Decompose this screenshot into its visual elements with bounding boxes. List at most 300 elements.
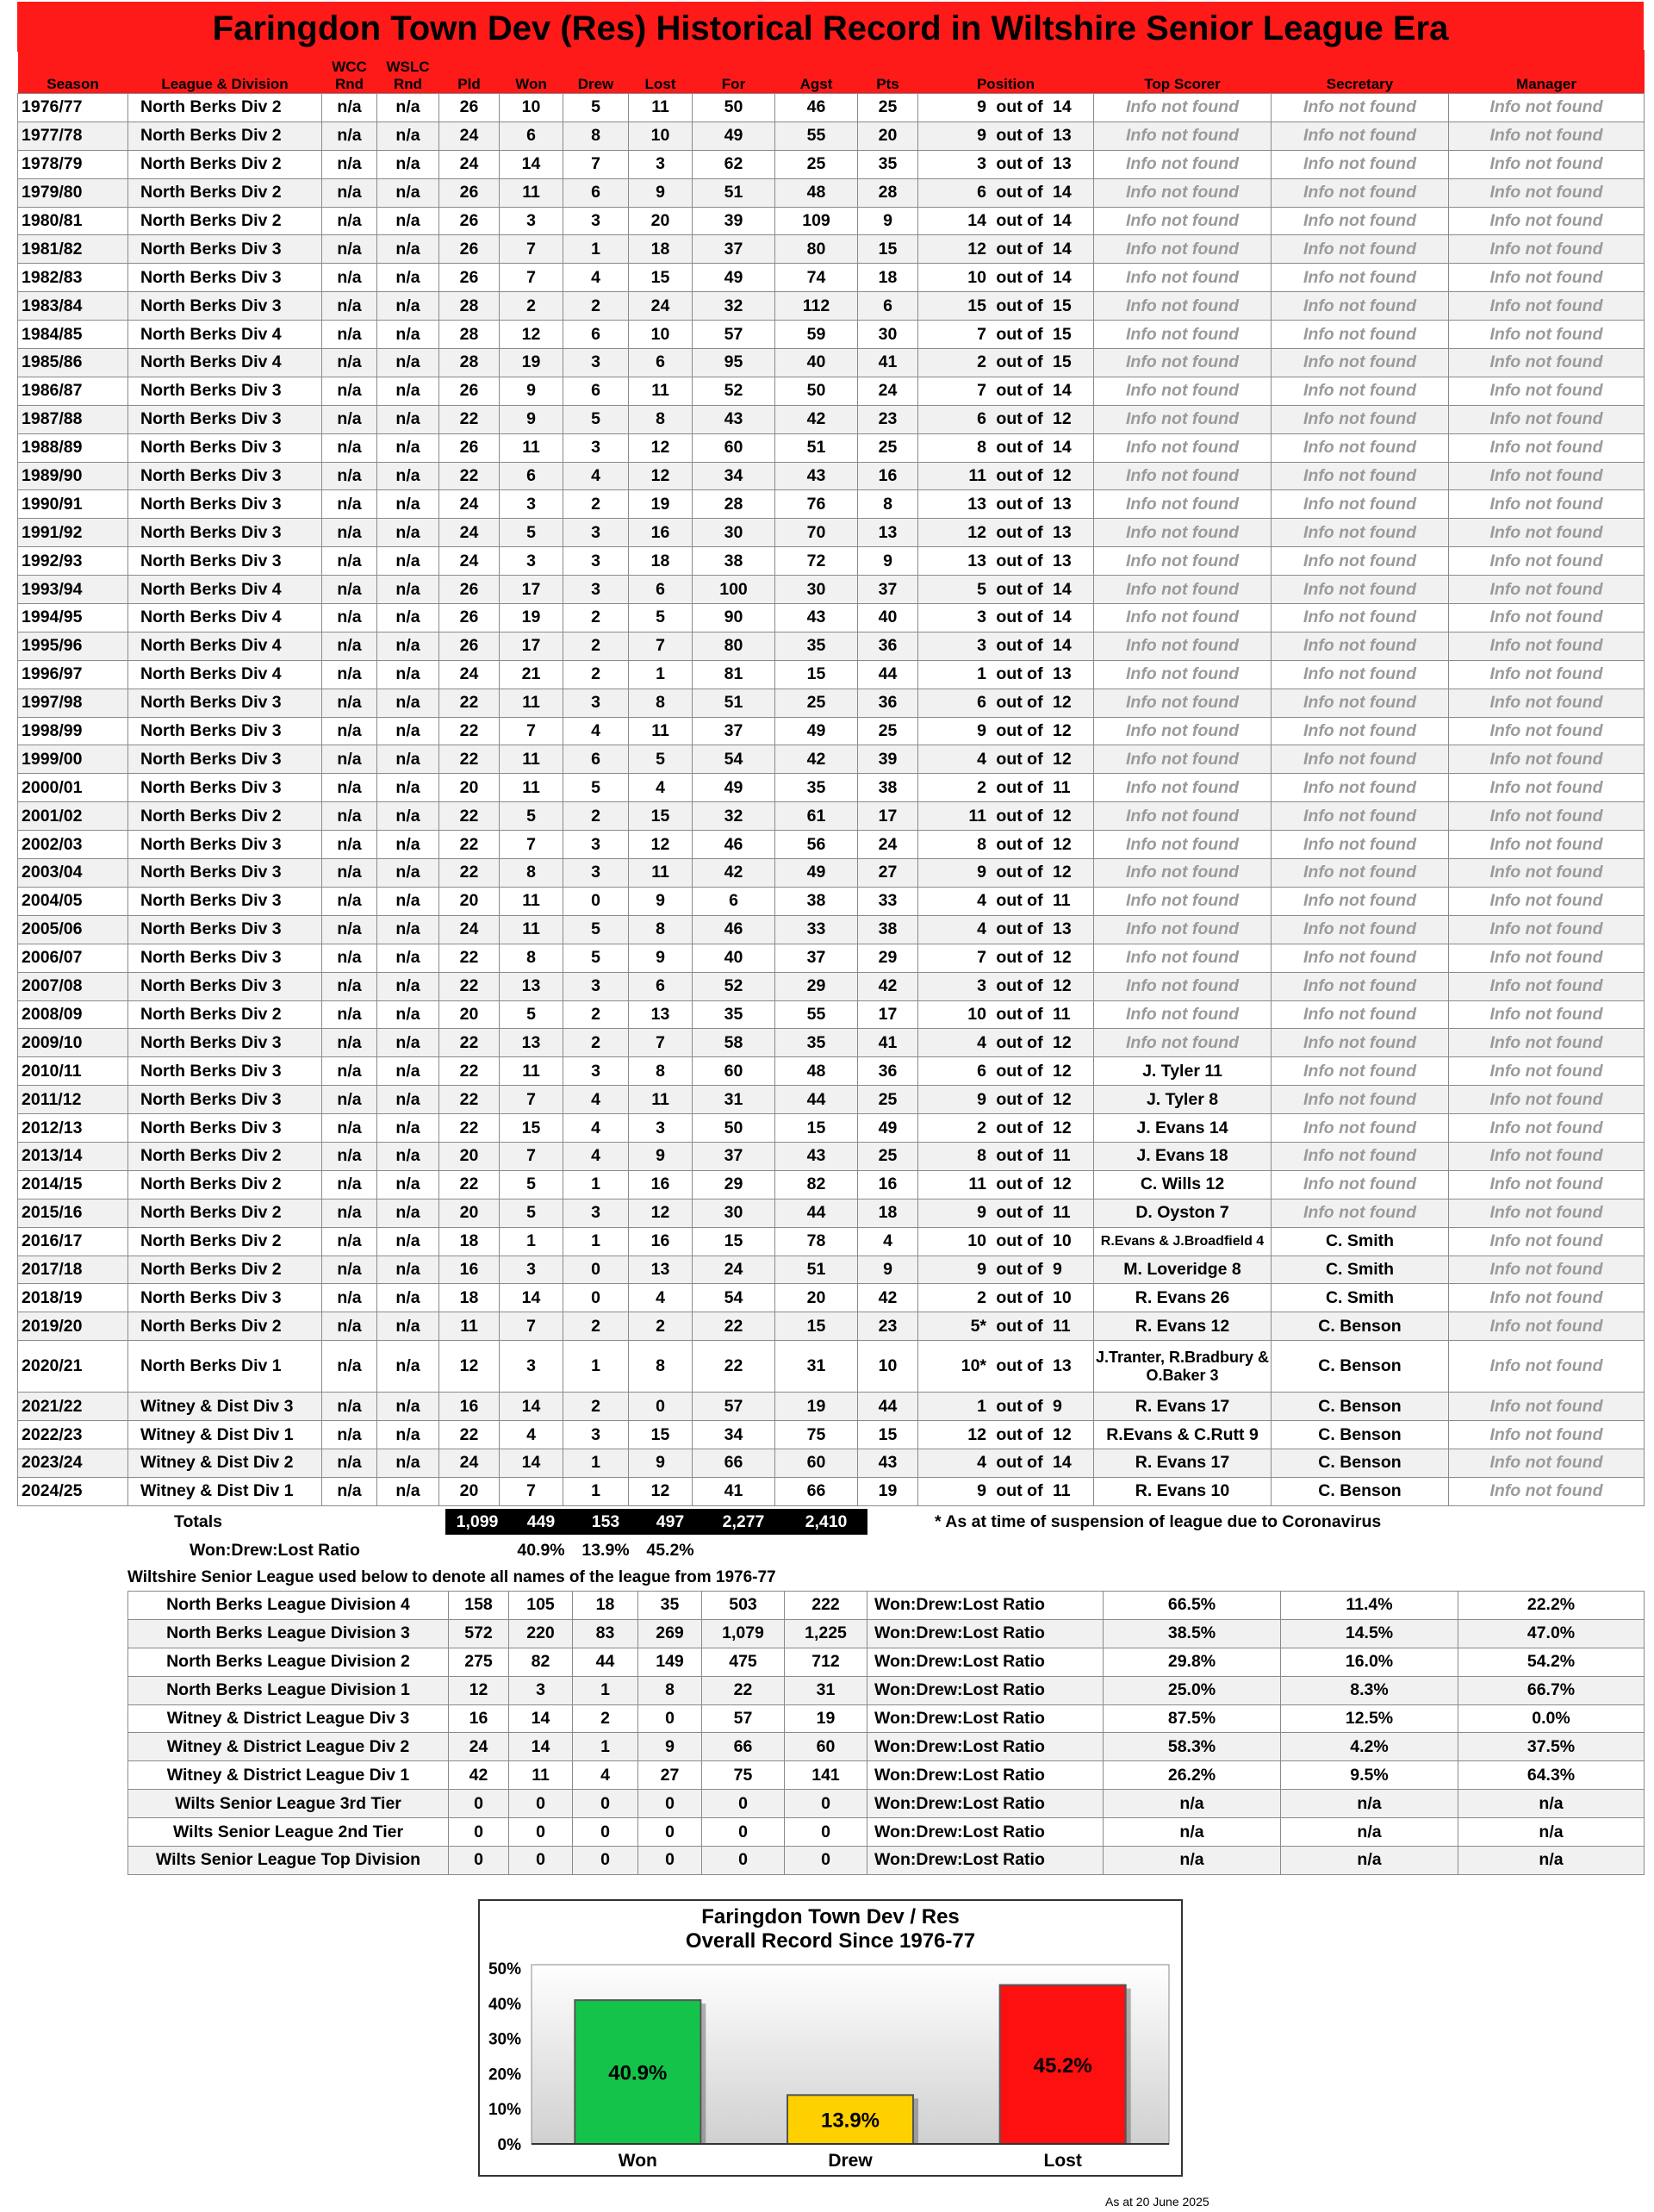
wslc-round-cell: n/a (377, 1393, 439, 1421)
league-cell: North Berks Div 3 (128, 519, 322, 547)
against-cell: 15 (775, 1114, 858, 1143)
secretary-cell: Info not found (1272, 490, 1449, 519)
won-cell: 11 (500, 915, 563, 944)
lost-cell: 15 (629, 1421, 693, 1449)
won-cell: 5 (500, 1170, 563, 1199)
top-scorer-cell: Info not found (1094, 576, 1272, 604)
season-cell: 2024/25 (18, 1477, 128, 1505)
position-cell (918, 377, 1094, 405)
wcc-round-cell: n/a (322, 1114, 377, 1143)
drew-cell: 3 (563, 547, 629, 576)
wcc-round-cell: n/a (322, 774, 377, 802)
position-word: out of (996, 352, 1043, 372)
league-cell: North Berks Div 2 (128, 1170, 322, 1199)
drew-cell: 4 (563, 1142, 629, 1170)
won-pct-cell: n/a (1104, 1790, 1281, 1818)
position-cell (918, 433, 1094, 462)
played-cell: 24 (439, 660, 500, 689)
season-cell: 2006/07 (18, 944, 128, 972)
division-name-cell: Wilts Senior League 3rd Tier (128, 1790, 449, 1818)
position-value: 6 (977, 409, 986, 429)
position-cell (918, 660, 1094, 689)
against-cell: 51 (775, 1256, 858, 1284)
wslc-round-cell: n/a (377, 547, 439, 576)
lost-cell: 0 (638, 1847, 702, 1875)
points-cell: 44 (858, 660, 918, 689)
league-cell: North Berks Div 2 (128, 150, 322, 178)
won-pct-cell: 29.8% (1104, 1648, 1281, 1676)
season-row (18, 632, 1645, 660)
column-header: Top Scorer (1094, 50, 1272, 94)
position-word: out of (996, 919, 1043, 939)
lost-cell: 10 (629, 122, 693, 150)
season-row (18, 235, 1645, 264)
for-cell: 58 (693, 1029, 775, 1057)
season-row (18, 1086, 1645, 1114)
against-cell: 35 (775, 1029, 858, 1057)
points-cell: 15 (858, 1421, 918, 1449)
position-cell (918, 1227, 1094, 1256)
season-row (18, 264, 1645, 292)
points-cell: 28 (858, 178, 918, 207)
lost-cell: 11 (629, 859, 693, 888)
wslc-round-cell: n/a (377, 264, 439, 292)
manager-cell: Info not found (1449, 774, 1645, 802)
top-scorer-cell: Info not found (1094, 972, 1272, 1000)
league-cell: North Berks Div 4 (128, 660, 322, 689)
totals-lost: 497 (638, 1509, 702, 1535)
position-of-value: 13 (1052, 919, 1072, 939)
wcc-round-cell: n/a (322, 1000, 377, 1029)
wslc-round-cell: n/a (377, 1114, 439, 1143)
played-cell: 22 (439, 405, 500, 433)
wslc-round-cell: n/a (377, 660, 439, 689)
won-cell: 19 (500, 604, 563, 632)
for-cell: 95 (693, 349, 775, 377)
season-row (18, 859, 1645, 888)
season-row (18, 1341, 1645, 1393)
won-cell: 11 (500, 1057, 563, 1086)
season-cell: 1999/00 (18, 745, 128, 774)
position-of-value: 13 (1052, 664, 1072, 684)
position-word: out of (996, 551, 1043, 570)
league-cell: North Berks Div 3 (128, 1284, 322, 1312)
won-pct-cell: 66.5% (1104, 1592, 1281, 1620)
for-cell: 1,079 (702, 1619, 785, 1648)
played-cell: 20 (439, 887, 500, 915)
lost-cell: 7 (629, 632, 693, 660)
season-row (18, 972, 1645, 1000)
drew-cell: 4 (573, 1761, 638, 1790)
lost-cell: 9 (629, 944, 693, 972)
position-value: 10 (967, 1004, 986, 1024)
played-cell: 26 (439, 178, 500, 207)
season-row (18, 660, 1645, 689)
season-cell: 1996/97 (18, 660, 128, 689)
drew-cell: 0 (563, 1256, 629, 1284)
position-value: 9 (977, 863, 986, 882)
lost-cell: 18 (629, 547, 693, 576)
ratio-label-cell: Won:Drew:Lost Ratio (867, 1818, 1104, 1847)
league-cell: North Berks Div 4 (128, 321, 322, 349)
league-cell: North Berks Div 3 (128, 859, 322, 888)
season-row (18, 94, 1645, 122)
lost-cell: 11 (629, 1086, 693, 1114)
division-summary-row (128, 1733, 1645, 1761)
league-cell: North Berks Div 3 (128, 745, 322, 774)
top-scorer-cell: R.Evans & J.Broadfield 4 (1094, 1227, 1272, 1256)
division-name-cell: North Berks League Division 2 (128, 1648, 449, 1676)
season-cell: 2016/17 (18, 1227, 128, 1256)
wslc-round-cell: n/a (377, 1142, 439, 1170)
manager-cell: Info not found (1449, 831, 1645, 859)
won-cell: 105 (509, 1592, 573, 1620)
against-cell: 49 (775, 717, 858, 745)
for-cell: 37 (693, 1142, 775, 1170)
won-cell: 11 (500, 178, 563, 207)
secretary-cell: Info not found (1272, 802, 1449, 831)
as-at-date: As at 20 June 2025 (1105, 2195, 1209, 2209)
drew-pct-cell: 11.4% (1281, 1592, 1458, 1620)
season-cell: 1994/95 (18, 604, 128, 632)
wslc-round-cell: n/a (377, 1227, 439, 1256)
overall-record-chart-svg (480, 1901, 1181, 2175)
division-name-cell: Witney & District League Div 3 (128, 1704, 449, 1733)
wslc-round-cell: n/a (377, 745, 439, 774)
season-cell: 2000/01 (18, 774, 128, 802)
position-cell (918, 972, 1094, 1000)
position-value: 4 (977, 919, 986, 939)
position-word: out of (996, 1396, 1043, 1416)
position-of-value: 11 (1052, 1146, 1071, 1166)
manager-cell: Info not found (1449, 1393, 1645, 1421)
for-cell: 38 (693, 547, 775, 576)
wslc-round-cell: n/a (377, 1341, 439, 1393)
lost-cell: 0 (638, 1790, 702, 1818)
top-scorer-cell: Info not found (1094, 178, 1272, 207)
manager-cell: Info not found (1449, 1341, 1645, 1393)
points-cell: 9 (858, 207, 918, 235)
won-cell: 11 (500, 745, 563, 774)
position-of-value: 13 (1052, 522, 1072, 542)
wcc-round-cell: n/a (322, 1227, 377, 1256)
lost-cell: 5 (629, 745, 693, 774)
summary-note: Wiltshire Senior League used below to denote all names of the league from 1976-77 (127, 1568, 776, 1586)
position-word: out of (996, 1231, 1043, 1251)
season-row (18, 292, 1645, 321)
won-cell: 10 (500, 94, 563, 122)
y-tick-label: 50% (488, 1960, 521, 1978)
manager-cell: Info not found (1449, 689, 1645, 717)
y-tick-label: 40% (488, 1995, 521, 2014)
top-scorer-cell: M. Loveridge 8 (1094, 1256, 1272, 1284)
lost-cell: 12 (629, 1199, 693, 1227)
position-value: 4 (977, 1032, 986, 1052)
season-cell: 1978/79 (18, 150, 128, 178)
for-cell: 35 (693, 1000, 775, 1029)
points-cell: 6 (858, 292, 918, 321)
position-value: 4 (977, 891, 986, 911)
position-cell (918, 745, 1094, 774)
league-cell: Witney & Dist Div 1 (128, 1477, 322, 1505)
won-cell: 3 (500, 1341, 563, 1393)
played-cell: 26 (439, 632, 500, 660)
league-cell: North Berks Div 2 (128, 178, 322, 207)
season-row (18, 1170, 1645, 1199)
position-of-value: 10 (1052, 1287, 1072, 1307)
top-scorer-cell: Info not found (1094, 915, 1272, 944)
points-cell: 44 (858, 1393, 918, 1421)
league-cell: North Berks Div 3 (128, 972, 322, 1000)
against-cell: 37 (775, 944, 858, 972)
against-cell: 56 (775, 831, 858, 859)
against-cell: 30 (775, 576, 858, 604)
position-value: 8 (977, 438, 986, 458)
manager-cell: Info not found (1449, 490, 1645, 519)
position-cell (918, 150, 1094, 178)
lost-pct-cell: 54.2% (1458, 1648, 1645, 1676)
won-cell: 7 (500, 264, 563, 292)
position-value: 10 (967, 1231, 986, 1251)
coronavirus-note: * As at time of suspension of league due to Coronavirus (935, 1512, 1382, 1531)
played-cell: 26 (439, 207, 500, 235)
position-of-value: 11 (1052, 1004, 1071, 1024)
points-cell: 40 (858, 604, 918, 632)
drew-cell: 2 (563, 632, 629, 660)
played-cell: 16 (449, 1704, 509, 1733)
wcc-round-cell: n/a (322, 292, 377, 321)
season-cell: 1976/77 (18, 94, 128, 122)
drew-cell: 2 (563, 1029, 629, 1057)
position-cell (918, 122, 1094, 150)
league-cell: North Berks Div 3 (128, 1057, 322, 1086)
season-cell: 2002/03 (18, 831, 128, 859)
manager-cell: Info not found (1449, 462, 1645, 490)
position-word: out of (996, 1175, 1043, 1194)
secretary-cell: Info not found (1272, 1029, 1449, 1057)
against-cell: 42 (775, 405, 858, 433)
won-cell: 11 (500, 433, 563, 462)
played-cell: 20 (439, 1477, 500, 1505)
against-cell: 72 (775, 547, 858, 576)
wcc-round-cell: n/a (322, 1393, 377, 1421)
lost-pct-cell: n/a (1458, 1847, 1645, 1875)
manager-cell: Info not found (1449, 1114, 1645, 1143)
league-cell: North Berks Div 3 (128, 433, 322, 462)
wcc-round-cell: n/a (322, 887, 377, 915)
season-row (18, 887, 1645, 915)
position-cell (918, 1477, 1094, 1505)
top-scorer-cell: R. Evans 17 (1094, 1393, 1272, 1421)
won-cell: 3 (500, 207, 563, 235)
won-cell: 3 (509, 1676, 573, 1704)
wslc-round-cell: n/a (377, 1170, 439, 1199)
position-cell (918, 576, 1094, 604)
position-of-value: 12 (1052, 1175, 1072, 1194)
position-value: 11 (968, 806, 986, 826)
season-row (18, 689, 1645, 717)
lost-cell: 1 (629, 660, 693, 689)
points-cell: 36 (858, 1057, 918, 1086)
lost-cell: 20 (629, 207, 693, 235)
position-of-value: 14 (1052, 608, 1072, 627)
won-cell: 17 (500, 632, 563, 660)
points-cell: 25 (858, 433, 918, 462)
season-row (18, 1114, 1645, 1143)
drew-pct-cell: n/a (1281, 1790, 1458, 1818)
position-word: out of (996, 693, 1043, 713)
secretary-cell: Info not found (1272, 1170, 1449, 1199)
league-cell: North Berks Div 2 (128, 94, 322, 122)
position-cell (918, 264, 1094, 292)
position-of-value: 12 (1052, 1032, 1072, 1052)
totals-pld: 1,099 (445, 1509, 509, 1535)
ratio-label-cell: Won:Drew:Lost Ratio (867, 1704, 1104, 1733)
won-cell: 9 (500, 405, 563, 433)
won-cell: 7 (500, 1142, 563, 1170)
wcc-round-cell: n/a (322, 1170, 377, 1199)
against-cell: 40 (775, 349, 858, 377)
position-value: 1 (977, 1396, 986, 1416)
position-cell (918, 689, 1094, 717)
position-of-value: 12 (1052, 863, 1072, 882)
won-cell: 7 (500, 717, 563, 745)
drew-cell: 3 (563, 1199, 629, 1227)
drew-cell: 2 (563, 604, 629, 632)
wslc-round-cell: n/a (377, 490, 439, 519)
played-cell: 275 (449, 1648, 509, 1676)
top-scorer-cell: Info not found (1094, 1000, 1272, 1029)
top-scorer-cell: R. Evans 26 (1094, 1284, 1272, 1312)
secretary-cell: Info not found (1272, 264, 1449, 292)
played-cell: 20 (439, 1000, 500, 1029)
position-word: out of (996, 1146, 1043, 1166)
lost-pct-cell: 64.3% (1458, 1761, 1645, 1790)
season-cell: 2003/04 (18, 859, 128, 888)
points-cell: 17 (858, 1000, 918, 1029)
position-of-value: 11 (1052, 1203, 1071, 1223)
position-cell (918, 604, 1094, 632)
season-cell: 2007/08 (18, 972, 128, 1000)
position-value: 9 (977, 1203, 986, 1223)
secretary-cell: Info not found (1272, 178, 1449, 207)
wcc-round-cell: n/a (322, 264, 377, 292)
position-word: out of (996, 438, 1043, 458)
points-cell: 35 (858, 150, 918, 178)
lost-cell: 27 (638, 1761, 702, 1790)
position-of-value: 13 (1052, 551, 1072, 570)
wslc-round-cell: n/a (377, 972, 439, 1000)
season-cell: 2023/24 (18, 1449, 128, 1477)
won-pct-cell: 38.5% (1104, 1619, 1281, 1648)
position-cell (918, 207, 1094, 235)
season-cell: 2022/23 (18, 1421, 128, 1449)
secretary-cell: Info not found (1272, 689, 1449, 717)
manager-cell: Info not found (1449, 1312, 1645, 1341)
lost-cell: 6 (629, 576, 693, 604)
for-cell: 66 (702, 1733, 785, 1761)
league-cell: North Berks Div 3 (128, 1029, 322, 1057)
wslc-round-cell: n/a (377, 604, 439, 632)
y-tick-label: 10% (488, 2101, 521, 2120)
season-row (18, 433, 1645, 462)
against-cell: 44 (775, 1086, 858, 1114)
for-cell: 32 (693, 292, 775, 321)
secretary-cell: Info not found (1272, 433, 1449, 462)
position-of-value: 13 (1052, 126, 1072, 146)
top-scorer-cell: Info not found (1094, 604, 1272, 632)
season-row (18, 349, 1645, 377)
for-cell: 54 (693, 1284, 775, 1312)
for-cell: 503 (702, 1592, 785, 1620)
played-cell: 12 (449, 1676, 509, 1704)
position-cell (918, 887, 1094, 915)
division-summary-row (128, 1790, 1645, 1818)
lost-cell: 9 (638, 1733, 702, 1761)
for-cell: 31 (693, 1086, 775, 1114)
played-cell: 22 (439, 462, 500, 490)
against-cell: 55 (775, 1000, 858, 1029)
top-scorer-cell: Info not found (1094, 150, 1272, 178)
drew-cell: 1 (573, 1676, 638, 1704)
season-cell: 2019/20 (18, 1312, 128, 1341)
column-header: WCC Rnd (322, 50, 377, 94)
played-cell: 24 (439, 122, 500, 150)
position-cell (918, 831, 1094, 859)
season-row (18, 519, 1645, 547)
position-cell (918, 632, 1094, 660)
manager-cell: Info not found (1449, 1449, 1645, 1477)
drew-cell: 0 (573, 1818, 638, 1847)
position-value: 3 (977, 636, 986, 656)
won-cell: 14 (500, 1284, 563, 1312)
lost-cell: 6 (629, 972, 693, 1000)
wslc-round-cell: n/a (377, 405, 439, 433)
lost-cell: 269 (638, 1619, 702, 1648)
manager-cell: Info not found (1449, 1227, 1645, 1256)
against-cell: 78 (775, 1227, 858, 1256)
top-scorer-cell: Info not found (1094, 519, 1272, 547)
secretary-cell: Info not found (1272, 122, 1449, 150)
position-word: out of (996, 608, 1043, 627)
points-cell: 36 (858, 689, 918, 717)
position-word: out of (996, 126, 1043, 146)
manager-cell: Info not found (1449, 972, 1645, 1000)
wslc-round-cell: n/a (377, 207, 439, 235)
top-scorer-cell: Info not found (1094, 547, 1272, 576)
top-scorer-cell: J. Evans 18 (1094, 1142, 1272, 1170)
lost-cell: 9 (629, 887, 693, 915)
drew-cell: 3 (563, 1421, 629, 1449)
manager-cell: Info not found (1449, 207, 1645, 235)
drew-cell: 1 (563, 1227, 629, 1256)
top-scorer-cell: Info not found (1094, 689, 1272, 717)
position-of-value: 9 (1052, 1259, 1062, 1279)
top-scorer-cell: Info not found (1094, 405, 1272, 433)
secretary-cell: Info not found (1272, 1086, 1449, 1114)
against-cell: 29 (775, 972, 858, 1000)
against-cell: 712 (785, 1648, 867, 1676)
won-cell: 8 (500, 859, 563, 888)
points-cell: 36 (858, 632, 918, 660)
against-cell: 48 (775, 178, 858, 207)
season-cell: 1993/94 (18, 576, 128, 604)
played-cell: 16 (439, 1256, 500, 1284)
lost-cell: 7 (629, 1029, 693, 1057)
bar-data-label: 45.2% (1033, 2053, 1092, 2078)
wcc-round-cell: n/a (322, 915, 377, 944)
for-cell: 30 (693, 1199, 775, 1227)
